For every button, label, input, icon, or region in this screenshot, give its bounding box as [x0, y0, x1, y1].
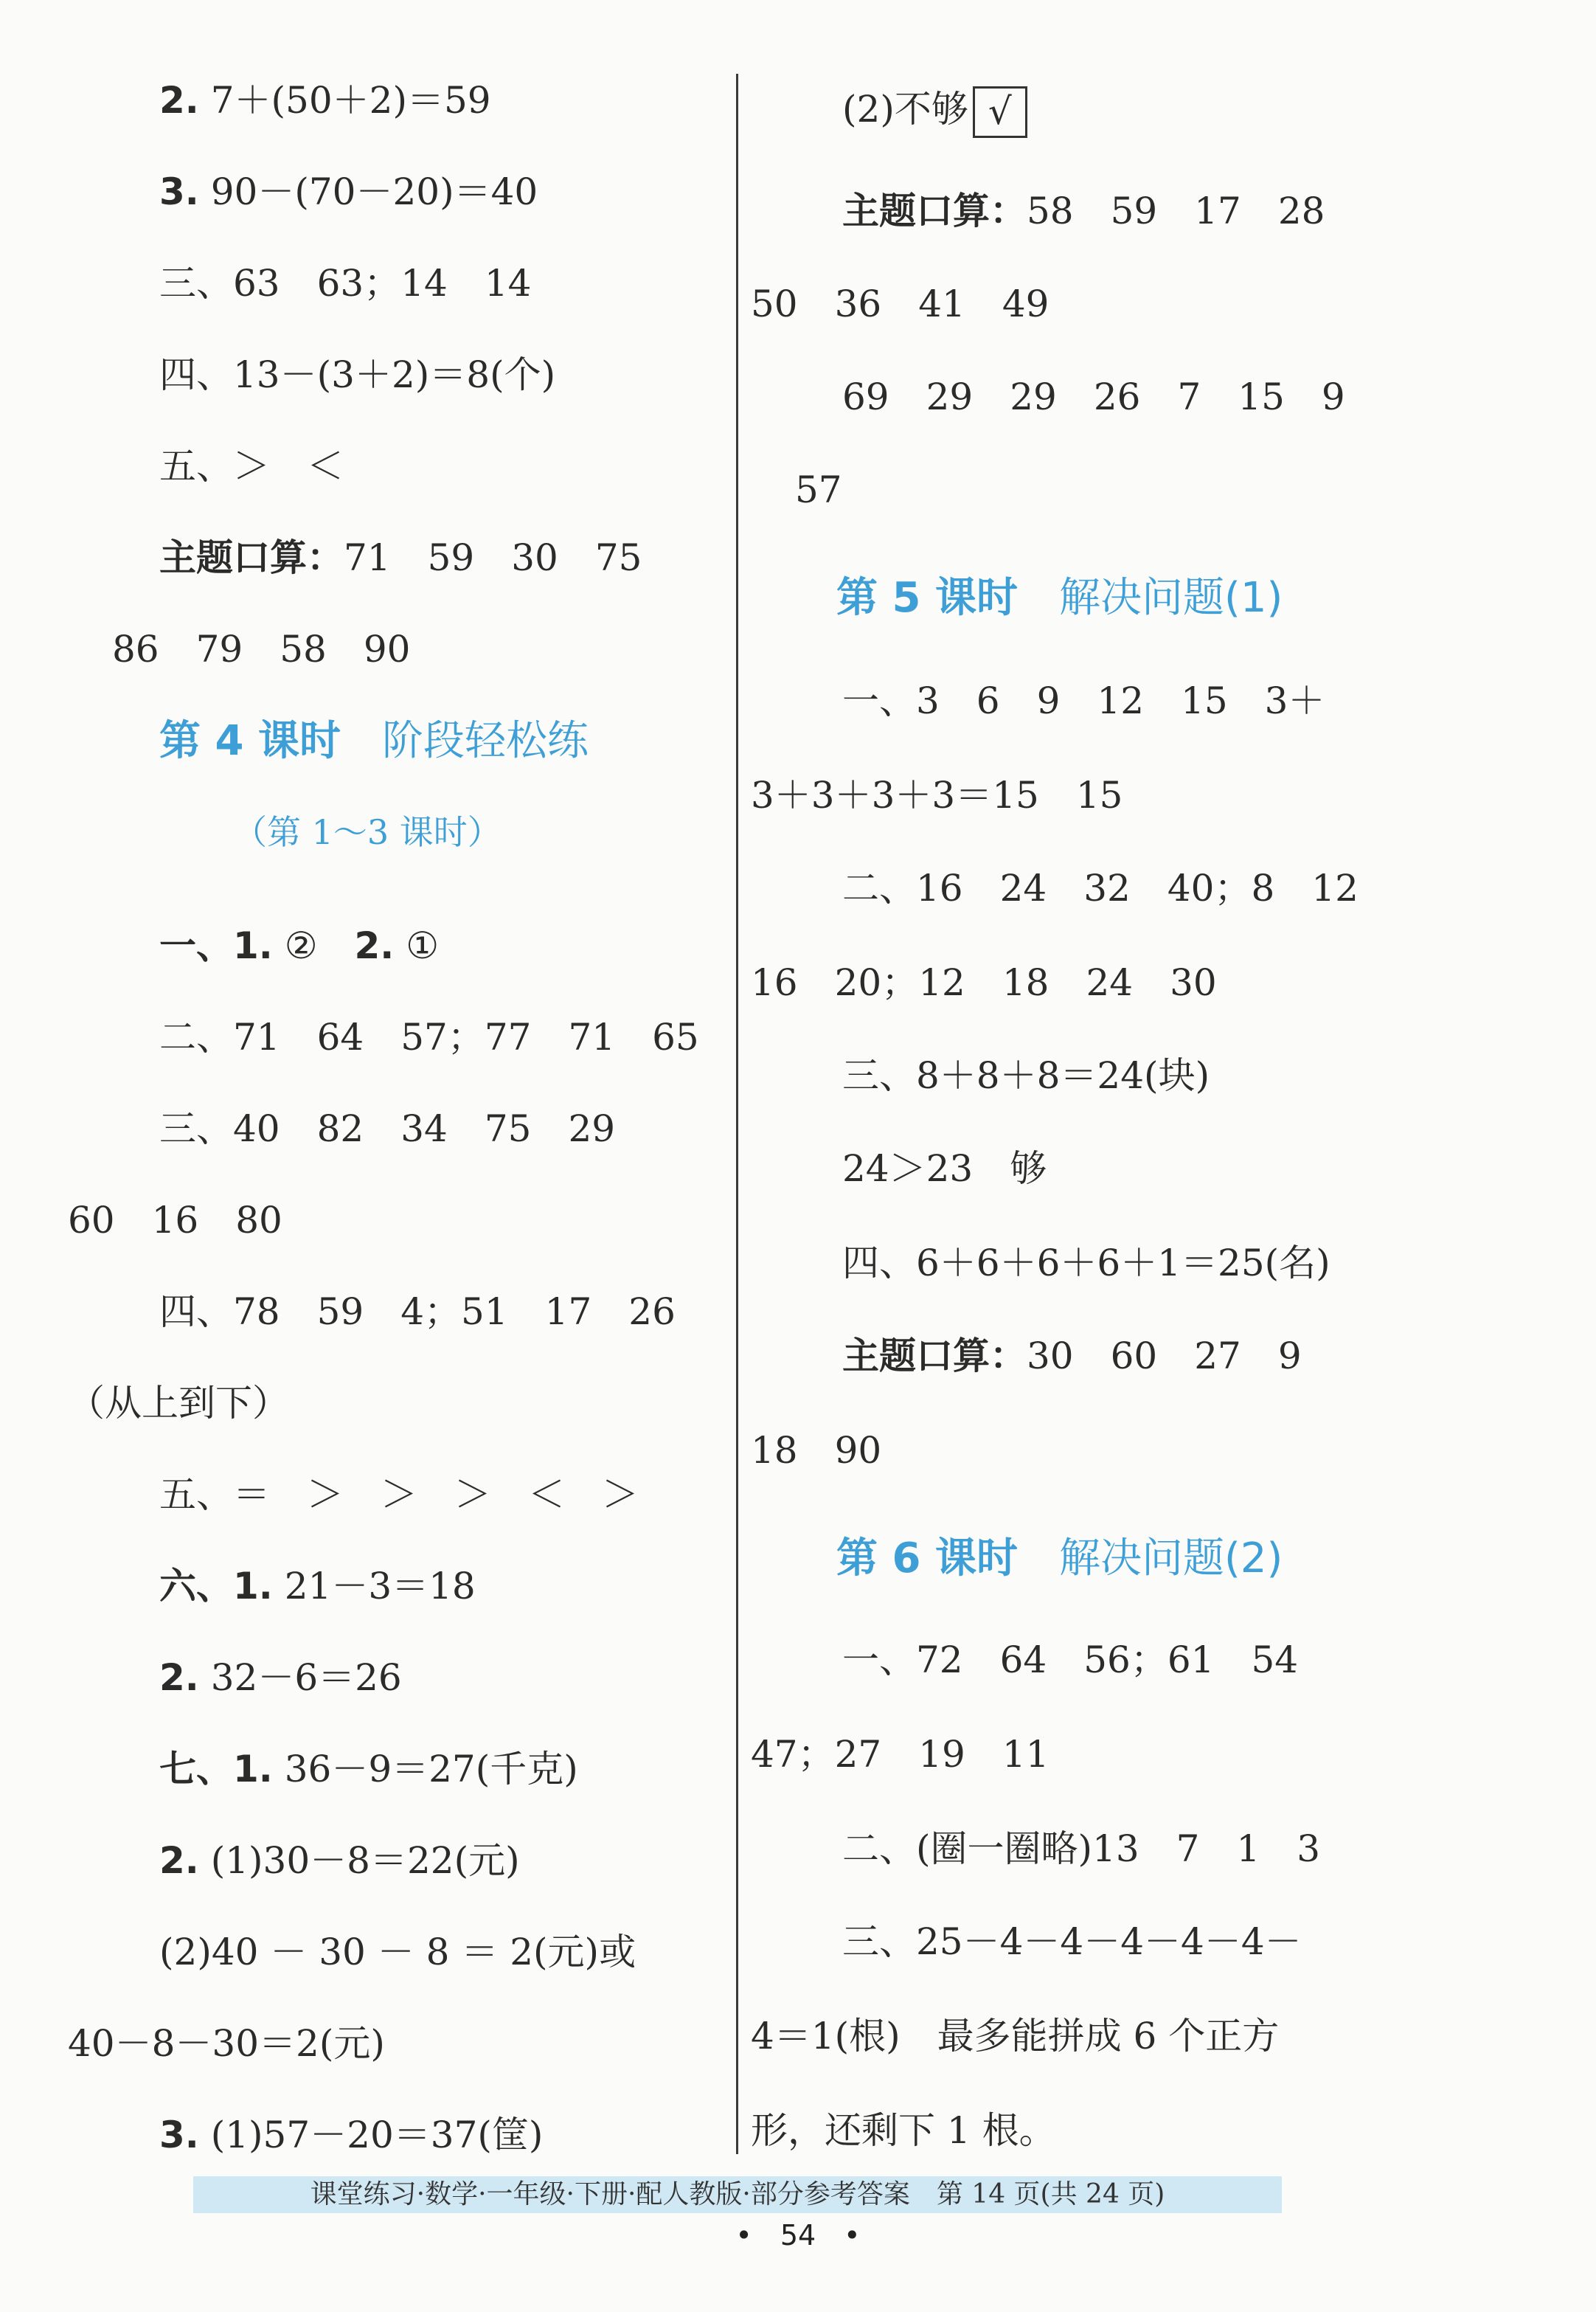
answer-line: （从上到下） [68, 1382, 289, 1425]
answer-line: 24＞23 够 [842, 1147, 1047, 1190]
answer-text: 36－9＝27(千克) [272, 1748, 578, 1790]
item-number: 3. [159, 170, 199, 213]
item-number: 七、1. [159, 1748, 273, 1790]
check-mark-icon: √ [973, 86, 1027, 138]
answer-line [159, 1562, 476, 1610]
answer-line: 四、6＋6＋6＋6＋1＝25(名) [842, 1242, 1330, 1284]
answer-line: 50 36 41 49 [751, 283, 1049, 325]
answer-line: 16 20；12 18 24 30 [751, 961, 1217, 1004]
answer-line [159, 77, 491, 124]
answer-text: (1)57－20＝37(筐) [198, 2114, 544, 2156]
answer-text: 71 59 30 75 [344, 536, 642, 579]
answer-line [842, 1332, 1302, 1380]
lesson-number: 第 5 课时 [836, 574, 1018, 622]
answer-line: 三、63 63；14 14 [159, 262, 532, 305]
column-divider [736, 74, 738, 2154]
answer-line [159, 1837, 520, 1884]
answer-line: 形，还剩下 1 根。 [751, 2109, 1056, 2152]
answer-text: 21－3＝18 [272, 1565, 476, 1607]
answer-text: 58 59 17 28 [1027, 190, 1325, 232]
lesson-subtitle: （第 1～3 课时） [233, 812, 502, 852]
lesson-number: 第 4 课时 [159, 717, 341, 765]
answer-line: 69 29 29 26 7 15 9 [842, 375, 1345, 418]
answer-line: 五、＝ ＞ ＞ ＞ ＜ ＞ [159, 1473, 639, 1516]
answer-line: 18 90 [751, 1429, 882, 1472]
answer-line: 一、3 6 9 12 15 3＋ [842, 679, 1325, 722]
answer-line: 4＝1(根) 最多能拼成 6 个正方 [751, 2015, 1280, 2057]
answer-line: 57 [795, 468, 842, 511]
mental-math-label: 主题口算： [159, 536, 344, 579]
answer-line [159, 168, 538, 215]
answer-line: 四、78 59 4；51 17 26 [159, 1290, 676, 1333]
answer-line [159, 2111, 543, 2159]
answer-line [842, 187, 1325, 235]
answer-line: 47；27 19 11 [751, 1733, 1049, 1776]
answer-line [159, 1745, 578, 1793]
answer-line: 三、8＋8＋8＝24(块) [842, 1054, 1210, 1097]
answer-text: ② [272, 924, 355, 967]
answer-text: 32－6＝26 [198, 1656, 402, 1699]
answer-text: (2)不够 [842, 88, 968, 131]
lesson-6-heading [836, 1533, 1283, 1585]
answer-text: (1)30－8＝22(元) [198, 1839, 520, 1882]
answer-text: 90－(70－20)＝40 [198, 170, 538, 213]
lesson-title: 解决问题(1) [1058, 574, 1283, 622]
answer-line: 二、(圈一圈略)13 7 1 3 [842, 1827, 1321, 1870]
answer-line: 一、72 64 56；61 54 [842, 1638, 1299, 1681]
answer-line: 60 16 80 [68, 1199, 282, 1242]
answer-text: 7＋(50＋2)＝59 [198, 79, 491, 122]
answer-line: (2)40 － 30 － 8 ＝ 2(元)或 [159, 1931, 636, 1973]
answer-text: 30 60 27 9 [1027, 1335, 1302, 1377]
answer-line [159, 922, 439, 969]
item-number: 2. [354, 924, 395, 967]
lesson-5-heading [836, 572, 1283, 624]
answer-line: 二、71 64 57；77 71 65 [159, 1016, 699, 1059]
lesson-title: 阶段轻松练 [381, 717, 589, 765]
item-number: 2. [159, 1839, 199, 1882]
footer-banner: 课堂练习·数学·一年级·下册·配人教版·部分参考答案 第 14 页(共 24 页) [193, 2176, 1282, 2213]
item-number: 一、1. [159, 924, 273, 967]
answer-line: 86 79 58 90 [112, 628, 411, 671]
item-number: 2. [159, 1656, 199, 1699]
lesson-number: 第 6 课时 [836, 1534, 1018, 1582]
answer-line: 3＋3＋3＋3＝15 15 [751, 774, 1123, 817]
answer-line: 三、40 82 34 75 29 [159, 1107, 616, 1150]
mental-math-label: 主题口算： [842, 190, 1027, 232]
answer-line: 40－8－30＝2(元) [68, 2022, 385, 2065]
page-number: • 54 • [735, 2219, 861, 2252]
item-number: 3. [159, 2114, 199, 2156]
answer-line [159, 1654, 402, 1701]
answer-line: 四、13－(3＋2)＝8(个) [159, 353, 556, 396]
answer-line [159, 534, 642, 581]
lesson-4-heading [159, 716, 589, 767]
lesson-title: 解决问题(2) [1058, 1534, 1283, 1582]
answer-line [842, 86, 1027, 138]
answer-line: 五、＞ ＜ [159, 445, 344, 488]
mental-math-label: 主题口算： [842, 1335, 1027, 1377]
answer-text: ① [394, 924, 440, 967]
item-number: 六、1. [159, 1565, 273, 1607]
answer-line: 二、16 24 32 40；8 12 [842, 867, 1359, 910]
answer-line: 三、25－4－4－4－4－4－ [842, 1920, 1302, 1963]
item-number: 2. [159, 79, 199, 122]
